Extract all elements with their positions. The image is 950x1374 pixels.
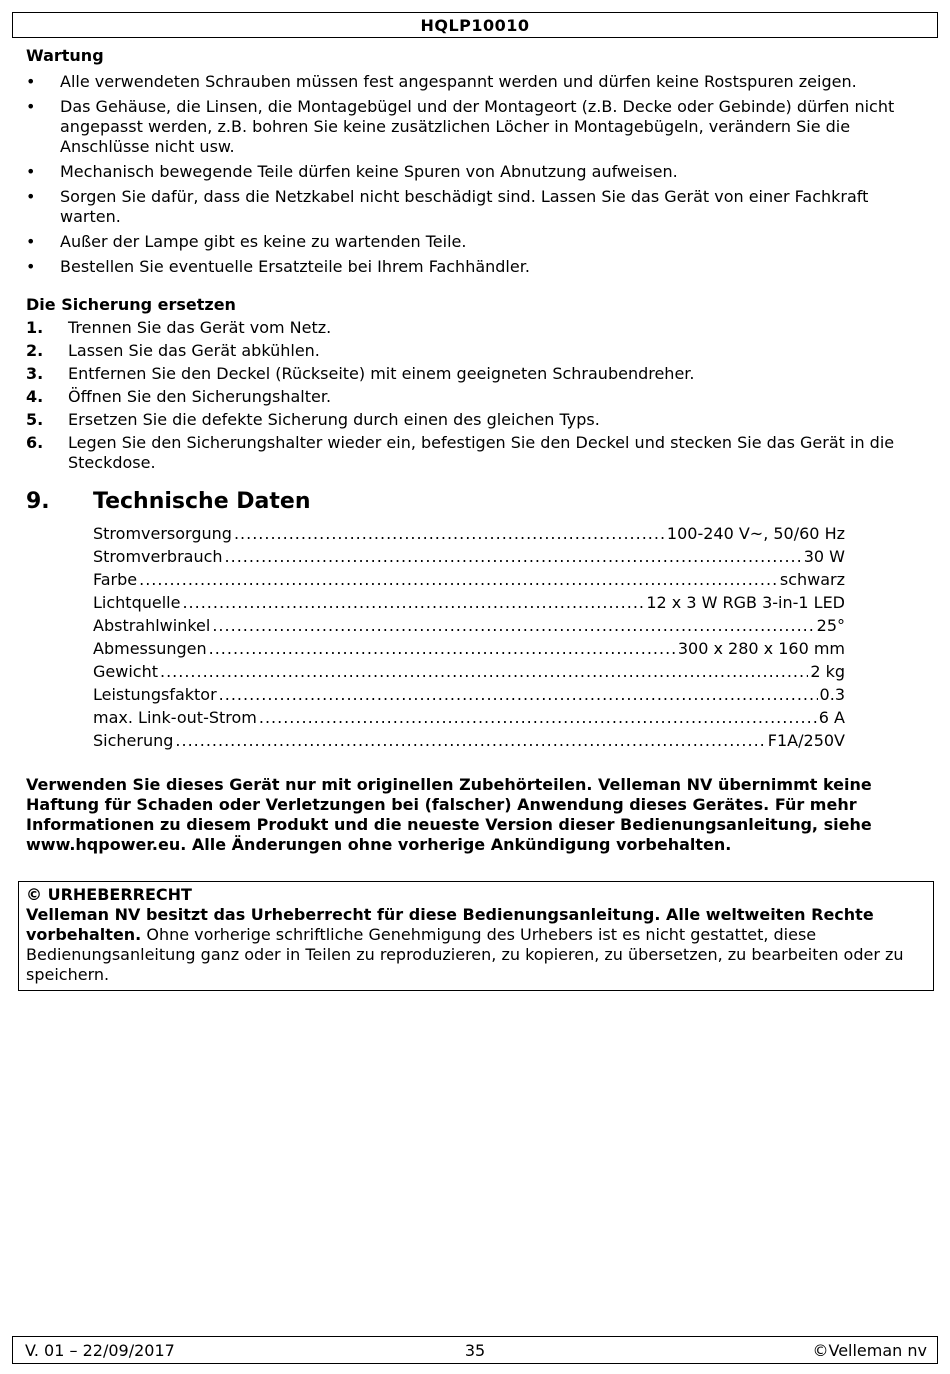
step-item: 3. Entfernen Sie den Deckel (Rückseite) mit einem geeigneten Schraubendreher. <box>26 364 695 383</box>
bullet-icon: • <box>26 72 36 91</box>
chapter-number: 9. <box>26 489 50 514</box>
list-item: • Sorgen Sie dafür, dass die Netzkabel nicht beschädigt sind. Lassen Sie das Gerät von einer Fachkraft warten. <box>26 187 869 226</box>
spec-row <box>93 729 845 752</box>
spec-row <box>93 706 845 729</box>
maintenance-title: Wartung <box>26 46 104 65</box>
spec-value: schwarz <box>779 570 845 589</box>
model-number: HQLP10010 <box>420 16 530 35</box>
copyright-title: © URHEBERRECHT <box>26 885 192 904</box>
list-item: • Bestellen Sie eventuelle Ersatzteile bei Ihrem Fachhändler. <box>26 257 530 276</box>
spec-row <box>93 637 845 660</box>
spec-row <box>93 545 845 568</box>
spec-value: 300 x 280 x 160 mm <box>677 639 845 658</box>
spec-value: 0.3 <box>819 685 845 704</box>
spec-label: Lichtquelle <box>93 593 181 612</box>
spec-row <box>93 591 845 614</box>
dot-leader <box>209 637 676 660</box>
copyright-body-text: Ohne vorherige schriftliche Genehmigung des Urhebers ist es nicht gestattet, diese Bedienungsanleitung ganz oder in Teilen zu reproduzieren, zu kopieren, zu übersetzen, zu bearbeiten oder zu speichern. <box>26 925 904 984</box>
spec-value: 30 W <box>803 547 845 566</box>
page-footer <box>12 1336 938 1364</box>
bullet-icon: • <box>26 162 36 181</box>
step-item: 2. Lassen Sie das Gerät abkühlen. <box>26 341 320 360</box>
bullet-icon: • <box>26 257 36 276</box>
fuse-steps <box>26 318 926 476</box>
dot-leader <box>175 729 765 752</box>
step-item: 6. Legen Sie den Sicherungshalter wieder ein, befestigen Sie den Deckel und stecken Sie das Gerät in die Steckdose. <box>26 433 895 472</box>
list-item: • Außer der Lampe gibt es keine zu wartenden Teile. <box>26 232 467 251</box>
spec-value: F1A/250V <box>767 731 845 750</box>
step-number: 3. <box>26 364 44 383</box>
spec-row <box>93 683 845 706</box>
dot-leader <box>225 545 802 568</box>
spec-label: Sicherung <box>93 731 174 750</box>
spec-label: Stromverbrauch <box>93 547 223 566</box>
bullet-icon: • <box>26 187 36 206</box>
spec-label: max. Link-out-Strom <box>93 708 257 727</box>
spec-label: Leistungsfaktor <box>93 685 217 704</box>
step-number: 5. <box>26 410 44 429</box>
spec-label: Gewicht <box>93 662 158 681</box>
spec-table <box>93 522 845 752</box>
step-item: 1. Trennen Sie das Gerät vom Netz. <box>26 318 332 337</box>
dot-leader <box>259 706 817 729</box>
bullet-icon: • <box>26 97 36 116</box>
chapter-heading <box>26 488 311 516</box>
list-item: • Mechanisch bewegende Teile dürfen keine Spuren von Abnutzung aufweisen. <box>26 162 678 181</box>
list-item: • Alle verwendeten Schrauben müssen fest angespannt werden und dürfen keine Rostspuren zeigen. <box>26 72 857 91</box>
step-number: 1. <box>26 318 44 337</box>
spec-row <box>93 614 845 637</box>
usage-notice: Verwenden Sie dieses Gerät nur mit originellen Zubehörteilen. Velleman NV übernimmt keine Haftung für Schaden oder Verletzungen bei (falscher) Anwendung dieses Gerätes. Für mehr Informationen zu diesem Produkt und die neueste Version dieser Bedienungsanleitung, siehe www.hqpower.eu. Alle Änderungen ohne vorherige Ankündigung vorbehalten. <box>26 775 872 854</box>
dot-leader <box>139 568 778 591</box>
spec-label: Abstrahlwinkel <box>93 616 211 635</box>
maintenance-list <box>26 72 926 282</box>
dot-leader <box>219 683 818 706</box>
spec-label: Farbe <box>93 570 138 589</box>
dot-leader <box>182 591 644 614</box>
spec-row <box>93 568 845 591</box>
copyright-text <box>26 905 926 985</box>
spec-value: 6 A <box>818 708 845 727</box>
dot-leader <box>212 614 814 637</box>
step-item: 4. Öffnen Sie den Sicherungshalter. <box>26 387 332 406</box>
dot-leader <box>234 522 665 545</box>
spec-value: 12 x 3 W RGB 3-in-1 LED <box>646 593 845 612</box>
spec-value: 25° <box>816 616 845 635</box>
chapter-title: Technische Daten <box>93 489 311 514</box>
dot-leader <box>160 660 808 683</box>
fuse-title: Die Sicherung ersetzen <box>26 295 236 314</box>
copyright-box <box>18 881 934 991</box>
step-number: 6. <box>26 433 44 452</box>
step-number: 2. <box>26 341 44 360</box>
spec-label: Stromversorgung <box>93 524 232 543</box>
header-model <box>12 12 938 38</box>
footer-version: V. 01 – 22/09/2017 <box>25 1341 175 1360</box>
step-number: 4. <box>26 387 44 406</box>
bullet-icon: • <box>26 232 36 251</box>
spec-row <box>93 660 845 683</box>
step-item: 5. Ersetzen Sie die defekte Sicherung durch einen des gleichen Typs. <box>26 410 600 429</box>
spec-value: 2 kg <box>810 662 845 681</box>
copyright-bold-text: Velleman NV besitzt das Urheberrecht für diese Bedienungsanleitung. Alle weltweiten Rechte vorbehalten. <box>26 905 874 944</box>
spec-label: Abmessungen <box>93 639 207 658</box>
list-item: • Das Gehäuse, die Linsen, die Montagebügel und der Montageort (z.B. Decke oder Gebinde) dürfen nicht angepasst werden, z.B. bohren Sie keine zusätzlichen Löcher in Montagebügeln, verändern Sie die Anschlüsse nicht usw. <box>26 97 895 156</box>
spec-value: 100-240 V~, 50/60 Hz <box>666 524 845 543</box>
footer-company: ©Velleman nv <box>812 1341 927 1360</box>
spec-row <box>93 522 845 545</box>
footer-page-number: 35 <box>464 1341 486 1360</box>
